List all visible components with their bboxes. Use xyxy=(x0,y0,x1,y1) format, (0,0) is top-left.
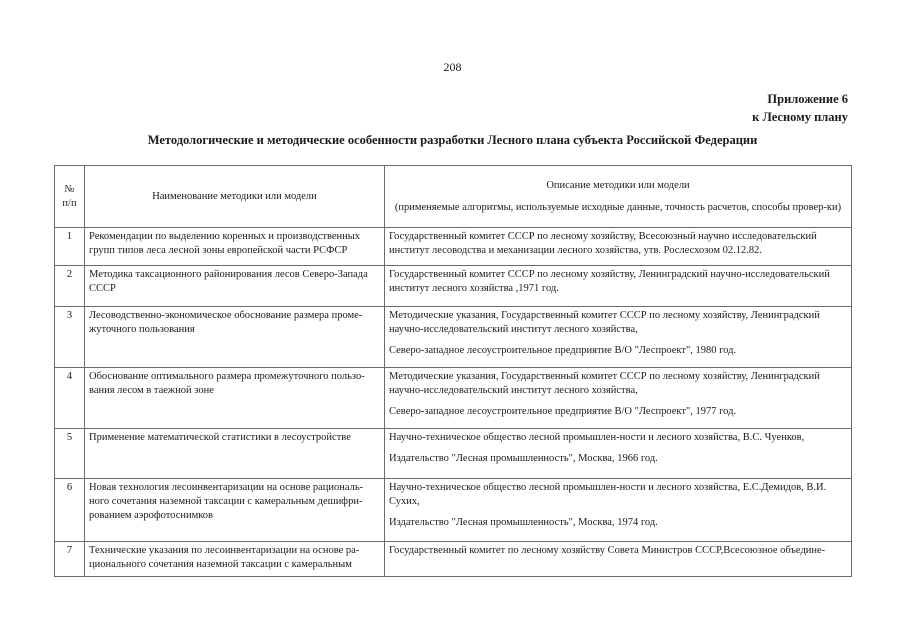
row-description-publisher: Северо-западное лесоустроительное предприятие В/О "Леспроект", 1980 год. xyxy=(389,345,737,356)
row-name: Новая технология лесоинвентаризации на основе рациональ-ного сочетания наземной таксации с камеральным дешифри-рованием аэрофотоснимков xyxy=(85,479,385,542)
row-description xyxy=(385,307,852,368)
row-name: Лесоводственно-экономическое обоснование размера проме-жуточного пользования xyxy=(85,307,385,368)
header-description xyxy=(385,166,852,228)
row-description-text: Государственный комитет по лесному хозяйству Совета Министров СССР,Всесоюзное объедине- xyxy=(389,545,826,556)
table-row xyxy=(55,542,852,577)
header-description-subtitle: (применяемые алгоритмы, используемые исходные данные, точность расчетов, способы провер-ки) xyxy=(394,201,842,213)
row-num: 6 xyxy=(55,479,85,542)
table-row xyxy=(55,479,852,542)
row-num: 4 xyxy=(55,368,85,429)
table-row xyxy=(55,266,852,307)
table-header-row xyxy=(55,166,852,228)
table-row xyxy=(55,228,852,266)
row-num: 2 xyxy=(55,266,85,307)
row-name: Обоснование оптимального размера промежуточного пользо-вания лесом в таежной зоне xyxy=(85,368,385,429)
row-num: 1 xyxy=(55,228,85,266)
row-description-text: Государственный комитет СССР по лесному хозяйству, Ленинградский научно-исследовательский институт лесного хозяйства ,1971 год. xyxy=(389,269,830,294)
row-name: Методика таксационного районирования лесов Северо-Запада СССР xyxy=(85,266,385,307)
appendix-label: Приложение 6 xyxy=(767,92,848,106)
row-description-publisher: Издательство "Лесная промышленность", Москва, 1974 год. xyxy=(389,517,658,528)
document-title: Методологические и методические особенности разработки Лесного плана субъекта Российской Федерации xyxy=(147,133,758,147)
row-num: 3 xyxy=(55,307,85,368)
row-num: 5 xyxy=(55,429,85,479)
header-num: № п/п xyxy=(55,166,85,228)
row-description-text: Методические указания, Государственный комитет СССР по лесному хозяйству, Ленинградский научно-исследовательский институт лесного хозяйства, xyxy=(389,310,820,335)
table-row xyxy=(55,307,852,368)
row-description-publisher: Северо-западное лесоустроительное предприятие В/О "Леспроект", 1977 год. xyxy=(389,406,737,417)
row-description xyxy=(385,429,852,479)
row-description xyxy=(385,542,852,577)
row-description xyxy=(385,266,852,307)
page-number: 208 xyxy=(443,60,462,74)
header-name: Наименование методики или модели xyxy=(85,166,385,228)
row-description-text: Методические указания, Государственный комитет СССР по лесному хозяйству, Ленинградский научно-исследовательский институт лесного хозяйства, xyxy=(389,371,820,396)
row-num: 7 xyxy=(55,542,85,577)
row-name: Рекомендации по выделению коренных и производственных групп типов леса лесной зоны европейской части РСФСР xyxy=(85,228,385,266)
methods-table xyxy=(54,165,852,577)
row-description-text: Научно-техническое общество лесной промышлен-ности и лесного хозяйства, В.С. Чуенков, xyxy=(389,432,805,443)
row-description xyxy=(385,368,852,429)
table-row xyxy=(55,429,852,479)
row-name: Применение математической статистики в лесоустройстве xyxy=(85,429,385,479)
row-description-publisher: Издательство "Лесная промышленность", Москва, 1966 год. xyxy=(389,453,658,464)
row-name: Технические указания по лесоинвентаризации на основе ра-ционального сочетания наземной таксации с камеральным xyxy=(85,542,385,577)
row-description-text: Научно-техническое общество лесной промышлен-ности и лесного хозяйства, Е.С.Демидов, В.И. Сухих, xyxy=(389,482,827,507)
table-row xyxy=(55,368,852,429)
row-description-text: Государственный комитет СССР по лесному хозяйству, Всесоюзный научно исследовательский институт лесоводства и механизации лесного хозяйства, утв. Рослесхозом 02.12.82. xyxy=(389,231,817,256)
appendix-reference: к Лесному плану xyxy=(752,110,848,124)
row-description xyxy=(385,479,852,542)
header-description-title: Описание методики или модели xyxy=(546,179,690,191)
row-description xyxy=(385,228,852,266)
